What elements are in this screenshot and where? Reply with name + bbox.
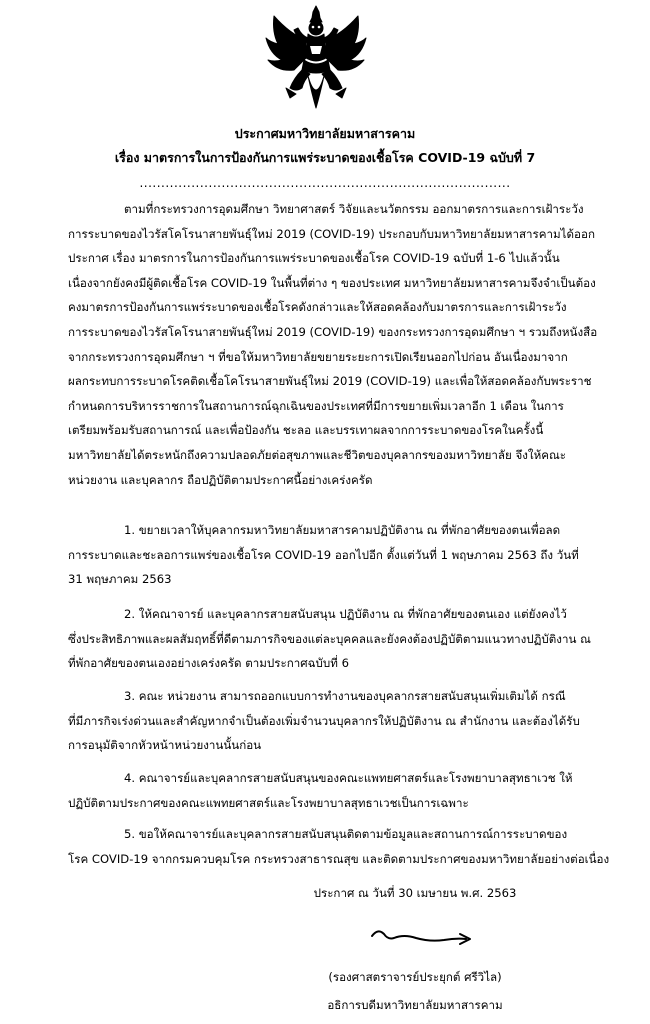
preamble-line: การระบาดของไวรัสโคโรนาสายพันธุ์ใหม่ 2019 (COVID-19) ประกอบกับมหาวิทยาลัยมหาสารคามได้ออก [68,226,595,241]
measure-line: 5. ขอให้คณาจารย์และบุคลากรสายสนับสนุนติดตามข้อมูลและสถานการณ์การระบาดของ [124,827,568,841]
measure-line: ที่พักอาศัยของตนเองอย่างเคร่งครัด ตามประกาศฉบับที่ 6 [68,656,349,671]
preamble-line: จากกระทรวงการอุดมศึกษา ฯ ที่ขอให้มหาวิทยาลัยขยายระยะการเปิดเรียนออกไปก่อน อันเนื่องมาจาก [68,349,568,364]
measure-line: 2. ให้คณาจารย์ และบุคลากรสายสนับสนุน ปฏิบัติงาน ณ ที่พักอาศัยของตนเอง แต่ยังคงไว้ [124,607,567,621]
preamble-line: ประกาศ เรื่อง มาตรการในการป้องกันการแพร่ระบาดของเชื้อโรค COVID-19 ฉบับที่ 1-6 ไปแล้วนั้น [68,251,560,266]
preamble-line: เนื่องจากยังคงมีผู้ติดเชื้อโรค COVID-19 ในพื้นที่ต่าง ๆ ของประเทศ มหาวิทยาลัยมหาสารคามจึงจำเป็นต้อง [68,275,596,290]
measure-line: การอนุมัติจากหัวหน้าหน่วยงานนั้นก่อน [68,738,262,753]
preamble-line: เตรียมพร้อมรับสถานการณ์ และเพื่อป้องกัน ชะลอ และบรรเทาผลจากการระบาดของโรคในครั้งนี้ [68,423,544,438]
measure-line: ที่มีภารกิจเร่งด่วนและสำคัญหากจำเป็นต้องเพิ่มจำนวนบุคลากรให้ปฏิบัติงาน ณ สำนักงาน และต้องได้รับ [68,713,580,728]
measure-item-2 [68,602,616,676]
measure-line: 1. ขยายเวลาให้บุคลากรมหาวิทยาลัยมหาสารคามปฏิบัติงาน ณ ที่พักอาศัยของตนเพื่อลด [124,523,561,537]
announcement-title: ประกาศมหาวิทยาลัยมหาสารคาม [234,126,416,141]
preamble-line: ผลกระทบการระบาดโรคติดเชื้อโคโรนาสายพันธุ์ใหม่ 2019 (COVID-19) และเพื่อให้สอดคล้องกับพระราช [68,374,592,389]
measure-line: การระบาดและชะลอการแพร่ของเชื้อโรค COVID-19 ออกไปอีก ตั้งแต่วันที่ 1 พฤษภาคม 2563 ถึง วันที่ [68,547,579,562]
measure-line: โรค COVID-19 จากกรมควบคุมโรค กระทรวงสาธารณสุข และติดตามประกาศของมหาวิทยาลัยอย่างต่อเนื่อง [68,851,610,866]
preamble-line: หน่วยงาน และบุคลากร ถือปฏิบัติตามประกาศนี้อย่างเคร่งครัด [68,472,373,487]
measure-line: 31 พฤษภาคม 2563 [68,572,172,587]
preamble-line: กำหนดการบริหารราชการในสถานการณ์ฉุกเฉินของประเทศที่มีการขยายเพิ่มเวลาอีก 1 เดือน ในการ [68,398,564,413]
measure-item-1 [68,518,616,592]
preamble-line: มหาวิทยาลัยได้ตระหนักถึงความปลอดภัยต่อสุขภาพและชีวิตของบุคลากรของมหาวิทยาลัย จึงให้คณะ [68,447,566,462]
garuda-emblem-icon [260,4,372,112]
measure-item-5 [68,822,616,871]
preamble-paragraph [68,197,616,492]
measure-line: 3. คณะ หน่วยงาน สามารถออกแบบการทำงานของบุคลากรสายสนับสนุนเพิ่มเติมได้ กรณี [124,689,566,703]
measure-item-3 [68,684,616,758]
preamble-line: คงมาตรการป้องกันการแพร่ระบาดของเชื้อโรคดังกล่าวและให้สอดคล้องกับมาตรการและการเฝ้าระวัง [68,300,567,315]
measure-line: 4. คณาจารย์และบุคลากรสายสนับสนุนของคณะแพทยศาสตร์และโรงพยาบาลสุทธาเวช ให้ [124,771,573,785]
measure-line: ปฏิบัติตามประกาศของคณะแพทยศาสตร์และโรงพยาบาลสุทธาเวชเป็นการเฉพาะ [68,795,469,810]
measure-line: ซึ่งประสิทธิภาพและผลสัมฤทธิ์ที่ดีตามภารกิจของแต่ละบุคคลและยังคงต้องปฏิบัติตามแนวทางปฏิบัติงาน ณ [68,631,591,646]
preamble-line: ตามที่กระทรวงการอุดมศึกษา วิทยาศาสตร์ วิจัยและนวัตกรรม ออกมาตรการและการเฝ้าระวัง [124,202,584,216]
announcement-date: ประกาศ ณ วันที่ 30 เมษายน พ.ศ. 2563 [313,886,517,900]
handwritten-signature-icon [370,918,480,958]
measure-item-4 [68,766,616,815]
dotted-divider: ...................................................................................... [139,176,511,190]
signer-position: อธิการบดีมหาวิทยาลัยมหาสารคาม [327,998,503,1012]
preamble-line: การระบาดของไวรัสโคโรนาสายพันธุ์ใหม่ 2019 (COVID-19) ของกระทรวงการอุดมศึกษา ฯ รวมถึงหนังสือ [68,324,598,339]
signer-name: (รองศาสตราจารย์ประยุกต์ ศรีวิไล) [328,970,502,984]
announcement-subject: เรื่อง มาตรการในการป้องกันการแพร่ระบาดของเชื้อโรค COVID-19 ฉบับที่ 7 [114,150,536,165]
